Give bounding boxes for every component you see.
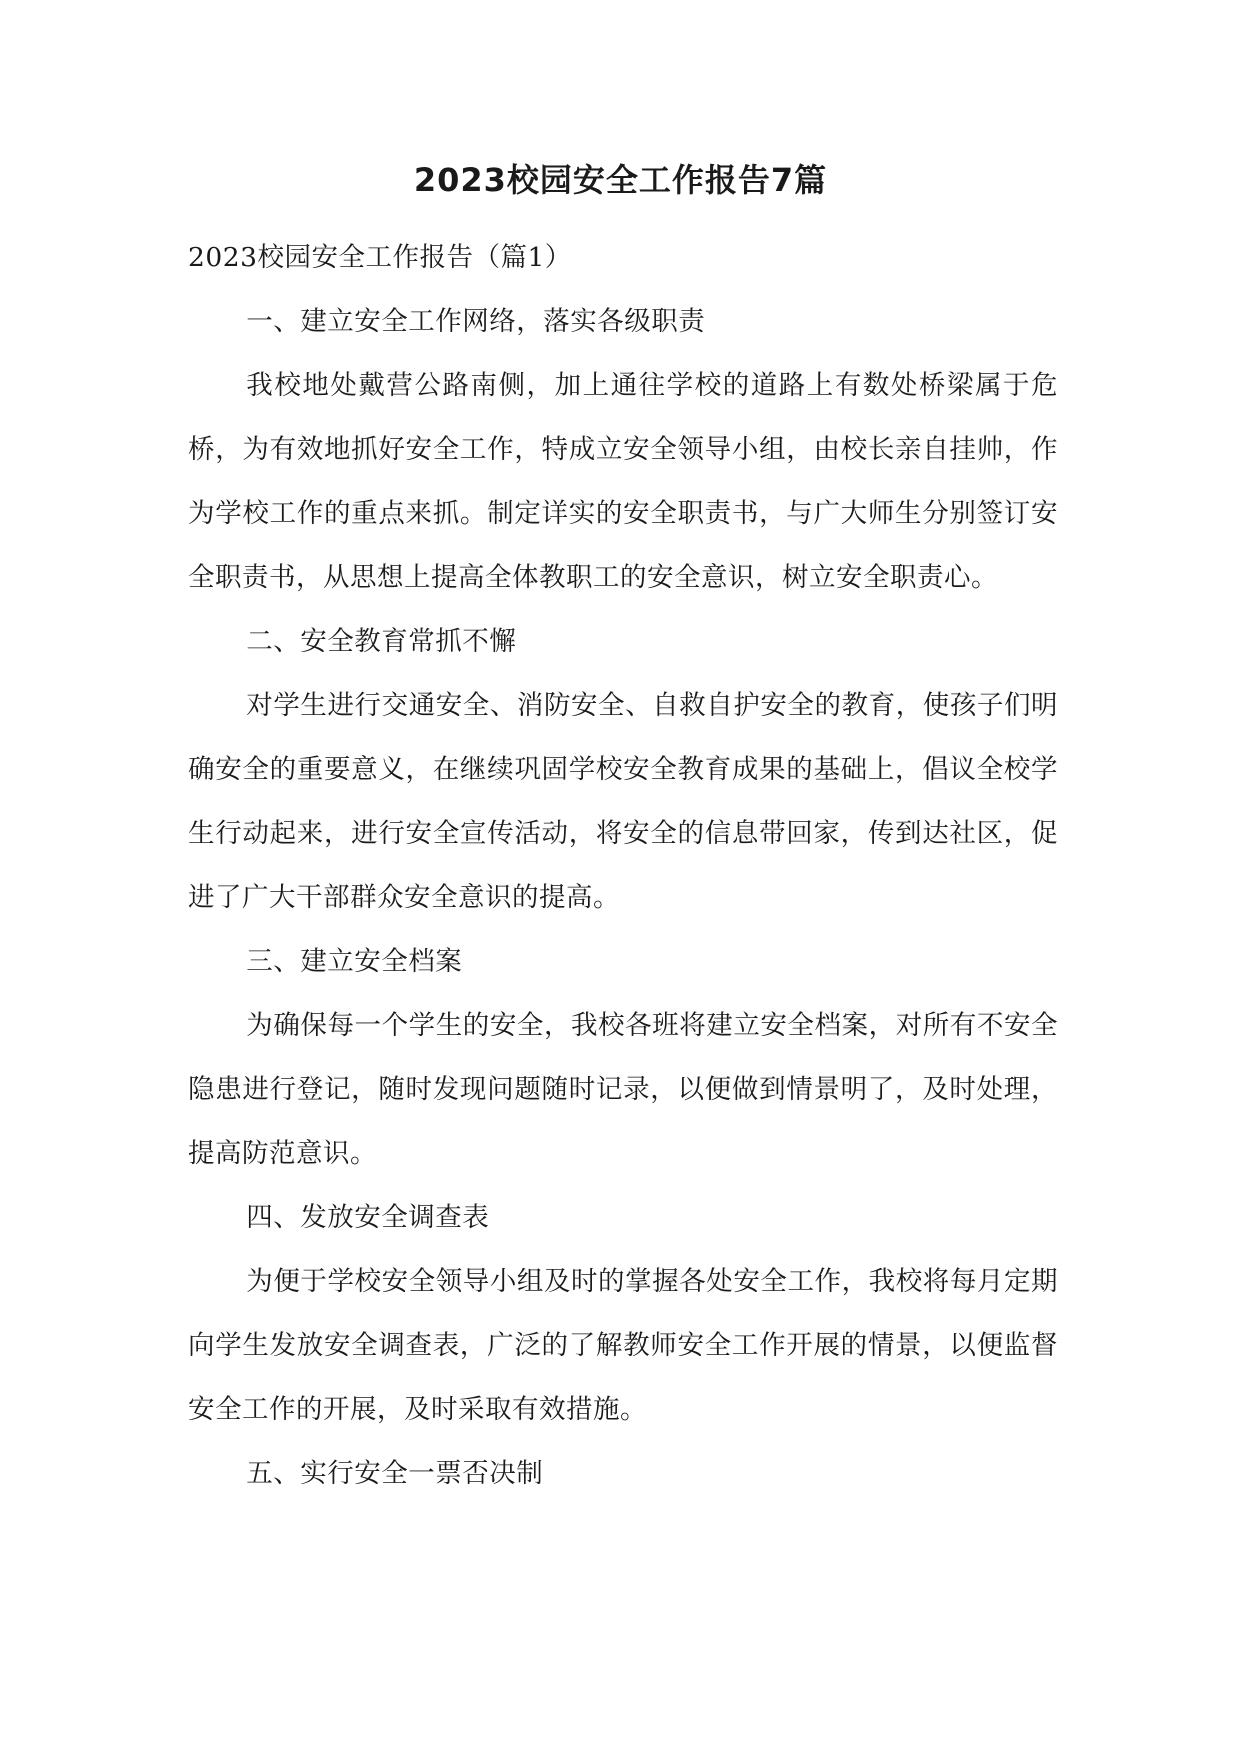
section-heading-5: 五、实行安全一票否决制: [246, 1458, 544, 1489]
section-heading-1: 一、建立安全工作网络，落实各级职责: [246, 306, 706, 337]
section-paragraph-3: 为确保每一个学生的安全，我校各班将建立安全档案，对所有不安全隐患进行登记，随时发现问题随时记录，以便做到情景明了，及时处理，提高防范意识。: [188, 1010, 1058, 1169]
report-subtitle: 2023校园安全工作报告（篇1）: [188, 242, 572, 273]
section-paragraph-2: 对学生进行交通安全、消防安全、自救自护安全的教育，使孩子们明确安全的重要意义，在继续巩固学校安全教育成果的基础上，倡议全校学生行动起来，进行安全宣传活动，将安全的信息带回家，传到达社区，促进了广大干部群众安全意识的提高。: [188, 690, 1058, 913]
section-heading-4: 四、发放安全调查表: [246, 1202, 490, 1233]
section-paragraph-1: 我校地处戴营公路南侧，加上通往学校的道路上有数处桥梁属于危桥，为有效地抓好安全工作，特成立安全领导小组，由校长亲自挂帅，作为学校工作的重点来抓。制定详实的安全职责书，与广大师生分别签订安全职责书，从思想上提高全体教职工的安全意识，树立安全职责心。: [188, 370, 1058, 593]
section-heading-3: 三、建立安全档案: [246, 946, 463, 977]
document-body: [188, 226, 1058, 1506]
section-paragraph-4: 为便于学校安全领导小组及时的掌握各处安全工作，我校将每月定期向学生发放安全调查表，广泛的了解教师安全工作开展的情景，以便监督安全工作的开展，及时采取有效措施。: [188, 1266, 1058, 1425]
section-heading-2: 二、安全教育常抓不懈: [246, 626, 517, 657]
document-title: 2023校园安全工作报告7篇: [413, 161, 828, 199]
